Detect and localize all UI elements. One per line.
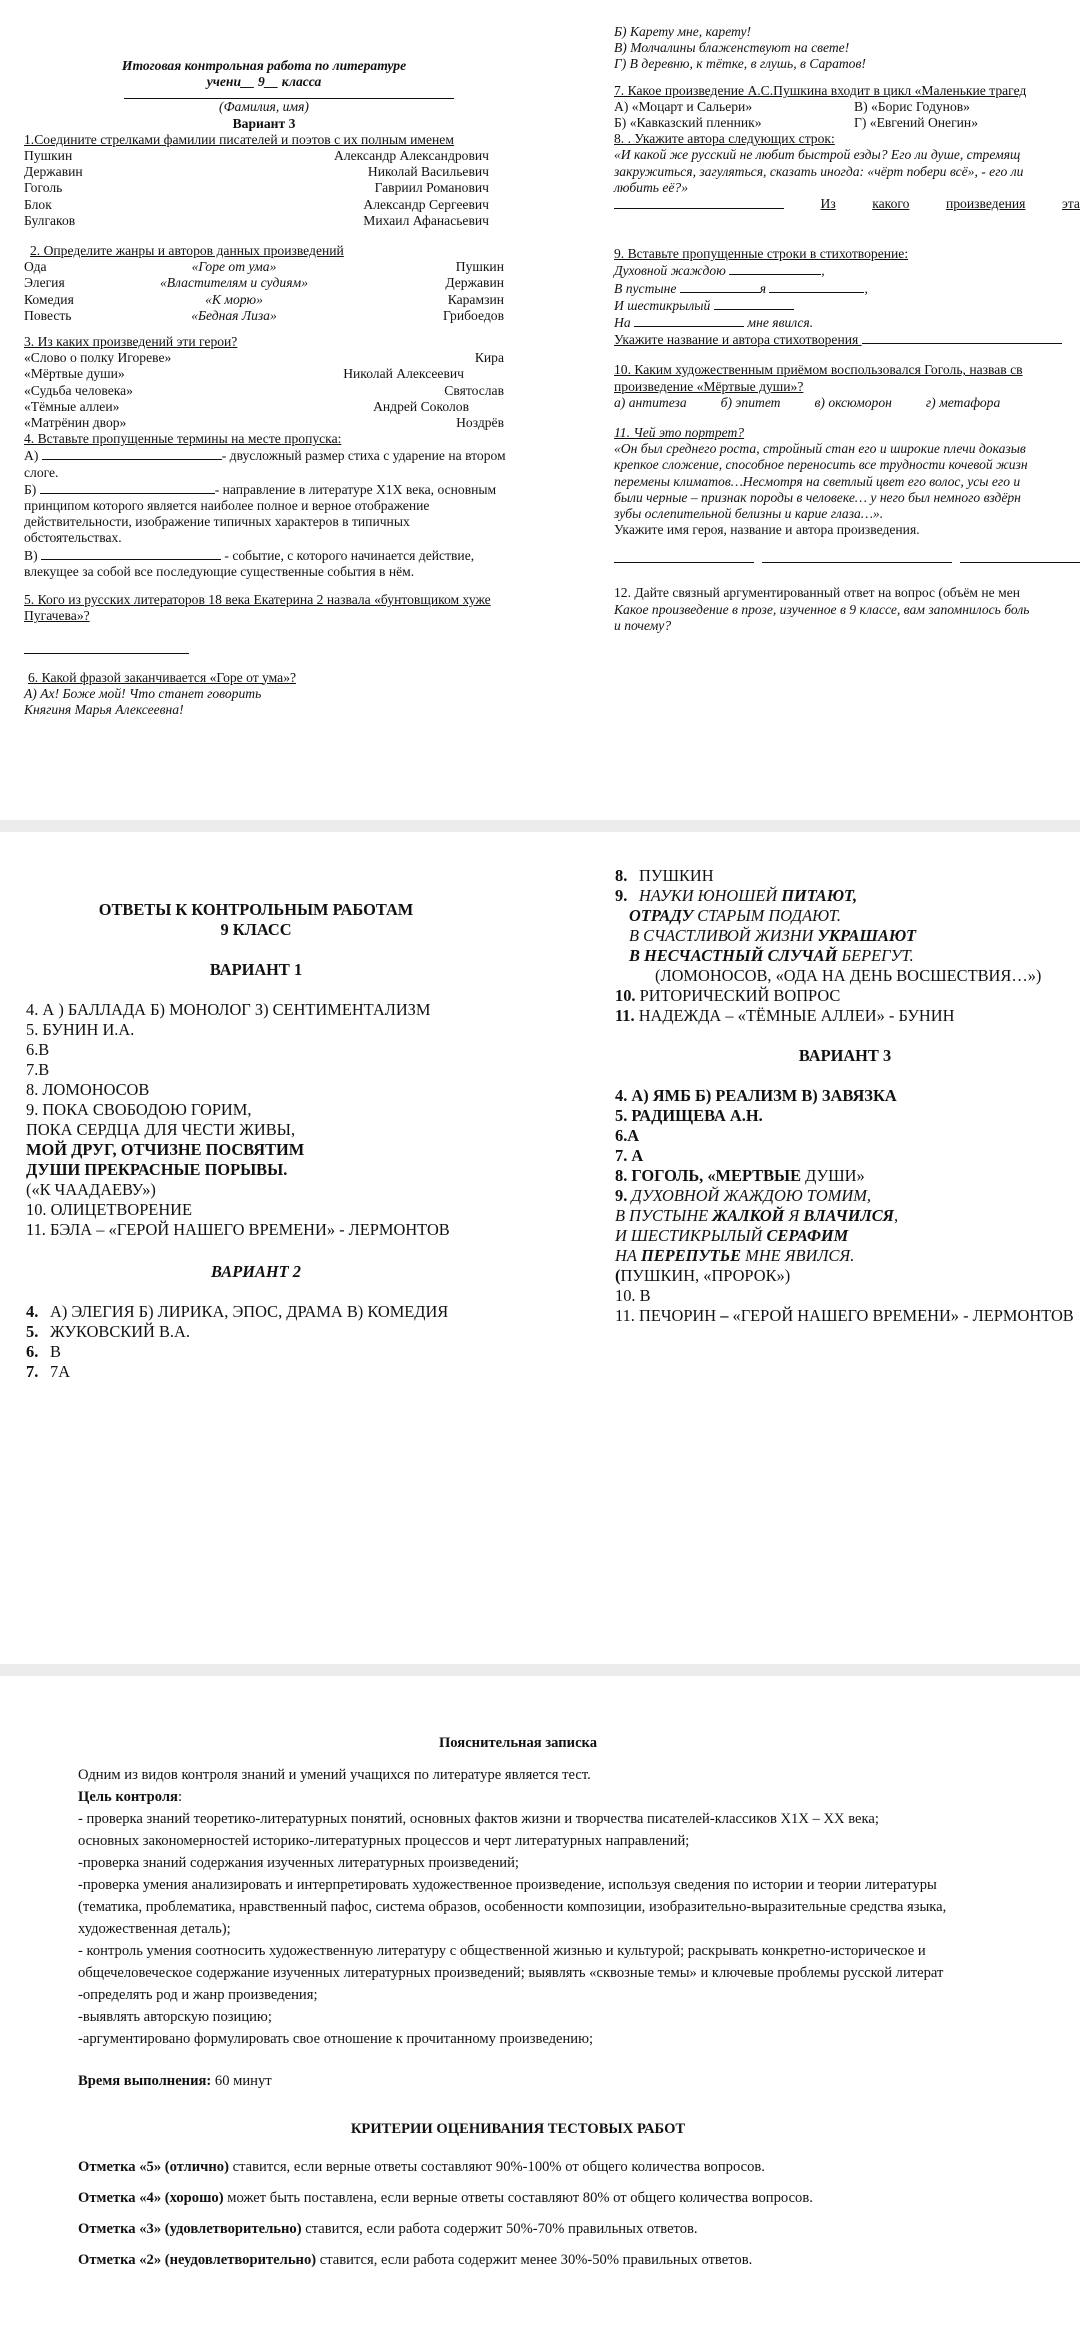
answers-right-column (615, 832, 1080, 1326)
poem-line-3: И шестикрылый (614, 297, 1080, 314)
question-4a: А) - двусложный размер стиха с ударение на втором (24, 448, 506, 464)
note-body (78, 1676, 1080, 2280)
criteria-row: Отметка «3» (удовлетворительно) ставится, если работа содержит 50%-70% правильных ответов. (78, 2221, 698, 2237)
note-page (0, 1676, 1080, 2340)
test-title: Итоговая контрольная работа по литературе (121, 58, 407, 73)
note-item: (тематика, проблематика, нравственный пафос, система образов, особенности композиции, изобразительно-выразительные средства языка, (78, 1899, 947, 1915)
answer-line: ПОКА СЕРДЦА ДЛЯ ЧЕСТИ ЖИВЫ, (26, 1120, 296, 1139)
question-8-quote: закружиться, загуляться, сказать иногда: «чёрт побери всё», - его ли (614, 163, 1024, 179)
page-gap (0, 820, 1080, 832)
match-row: Булгаков Михаил Афанасьевич (24, 212, 489, 228)
question-5: 5. Кого из русских литераторов 18 века Екатерина 2 назвала «бунтовщиком хуже (24, 592, 491, 608)
note-item: художественная деталь); (78, 1921, 231, 1937)
test-page (0, 0, 1080, 820)
variant-heading: Вариант 3 (232, 115, 296, 131)
variant-1-heading: ВАРИАНТ 1 (209, 960, 303, 979)
note-item: -аргументировано формулировать свое отношение к прочитанному произведению; (78, 2031, 594, 2047)
hero-row: «Матрёнин двор» Ноздрёв (24, 415, 504, 431)
answer-line: 11. НАДЕЖДА – «ТЁМНЫЕ АЛЛЕИ» - БУНИН (615, 1006, 955, 1025)
question-4: 4. Вставьте пропущенные термины на месте пропуска: (24, 431, 342, 447)
question-1: 1.Соедините стрелками фамилии писателей и поэтов с их полным именем (24, 131, 454, 147)
hero-row: «Тёмные аллеи» Андрей Соколов (24, 398, 469, 414)
question-12-text: Какое произведение в прозе, изученное в 9 классе, вам запомнилось боль (614, 601, 1030, 617)
variant-2-heading: ВАРИАНТ 2 (211, 1262, 301, 1281)
question-9: 9. Вставьте пропущенные строки в стихотворение: (614, 246, 909, 262)
question-7: 7. Какое произведение А.С.Пушкина входит в цикл «Маленькие трагед (614, 82, 1027, 98)
note-time: Время выполнения: 60 минут (78, 2073, 272, 2089)
question-3-rows (24, 350, 504, 431)
poem-line-1: Духовной жаждою , (614, 263, 825, 279)
answer-line: В СЧАСТЛИВОЙ ЖИЗНИ УКРАШАЮТ (629, 926, 916, 945)
question-4c-cont: влекущее за собой все последующие существенные события в нём. (24, 563, 415, 579)
hero-row: «Мёртвые души» Николай Алексеевич (24, 366, 464, 382)
genre-row: Повесть «Бедная Лиза» Грибоедов (24, 307, 504, 323)
answer-line: 4. А) ЯМБ Б) РЕАЛИЗМ В) ЗАВЯЗКА (615, 1086, 897, 1105)
answer-line: 8. ПУШКИН (615, 866, 714, 885)
answers-title: ОТВЕТЫ К КОНТРОЛЬНЫМ РАБОТАМ (98, 900, 414, 919)
question-6-option: Б) Карету мне, карету! (614, 24, 752, 39)
answer-line: (ЛОМОНОСОВ, «ОДА НА ДЕНЬ ВОСШЕСТВИЯ…») (655, 966, 1042, 985)
note-item: -выявлять авторскую позицию; (78, 2009, 272, 2025)
match-row: Блок Александр Сергеевич (24, 196, 489, 212)
answers-left-column (26, 832, 586, 1382)
page-gap (0, 1664, 1080, 1676)
question-10: 10. Каким художественным приёмом воспользовался Гоголь, назвав св (614, 362, 1023, 378)
answer-line: 6.В (26, 1040, 50, 1059)
question-11-quote: зубы ослепительной белизны и карие глаза…». (614, 506, 884, 522)
question-11: 11. Чей это портрет? (614, 425, 745, 441)
answer-line: 6.А (615, 1126, 640, 1145)
answer-line: ОТРАДУ СТАРЫМ ПОДАЮТ. (629, 906, 841, 925)
answer-line: (ПУШКИН, «ПРОРОК») (615, 1266, 791, 1285)
match-row: Державин Николай Васильевич (24, 164, 489, 180)
question-5-cont: Пугачева»? (24, 608, 90, 624)
answer-line: НА ПЕРЕПУТЬЕ МНЕ ЯВИЛСЯ. (615, 1246, 855, 1265)
criteria-row: Отметка «5» (отлично) ставится, если верные ответы составляют 90%-100% от общего количества вопросов. (78, 2159, 765, 2175)
question-11-quote: перемены климатов…Несмотря на светлый цвет его волос, усы его и (614, 473, 1021, 489)
question-2-rows (24, 259, 504, 324)
question-8-quote: любить её?» (614, 179, 689, 195)
note-item: - контроль умения соотносить художественную литературу с общественной жизнью и культурой; раскрывать конкретно-историческое и (78, 1943, 926, 1959)
question-4c: В) - событие, с которого начинается действие, (24, 547, 475, 563)
answer-line: 4. А) ЭЛЕГИЯ Б) ЛИРИКА, ЭПОС, ДРАМА В) КОМЕДИЯ (26, 1302, 449, 1321)
question-9-ask: Укажите название и автора стихотворения (614, 331, 1080, 348)
question-10-cont: произведение «Мёртвые души»? (614, 378, 804, 394)
answer-line: В ПУСТЫНЕ ЖАЛКОЙ Я ВЛАЧИЛСЯ, (615, 1206, 899, 1225)
answer-line: 9. ПОКА СВОБОДОЮ ГОРИМ, (26, 1100, 252, 1119)
answer-line: ДУШИ ПРЕКРАСНЫЕ ПОРЫВЫ. (26, 1160, 288, 1179)
question-7-options: А) «Моцарт и Сальери» В) «Борис Годунов» (614, 98, 970, 114)
genre-row: Ода «Горе от ума» Пушкин (24, 259, 504, 275)
question-11-quote: крепкое сложение, способное переносить все трудности кочевой жизн (614, 457, 1028, 473)
question-8-answer-line: Из какого произведения эта (614, 196, 1080, 212)
variant-3-heading: ВАРИАНТ 3 (798, 1046, 892, 1065)
answer-line: МОЙ ДРУГ, ОТЧИЗНЕ ПОСВЯТИМ (26, 1140, 305, 1159)
answer-line: 10. РИТОРИЧЕСКИЙ ВОПРОС (615, 986, 841, 1005)
hero-row: «Судьба человека» Святослав (24, 382, 504, 398)
question-6: 6. Какой фразой заканчивается «Горе от ума»? (28, 669, 297, 685)
question-8: 8. . Укажите автора следующих строк: (614, 131, 835, 147)
name-caption: (Фамилия, имя) (219, 99, 309, 115)
note-item: общечеловеческое содержание изученных литературных произведений; выявлять «сквозные темы» и ключевые проблемы русской литерат (78, 1965, 944, 1981)
answer-line: 7. 7А (26, 1362, 71, 1381)
answer-line: 5. БУНИН И.А. (26, 1020, 135, 1039)
genre-row: Комедия «К морю» Карамзин (24, 291, 504, 307)
note-item: основных закономерностей историко-литературных процессов и черт литературных направлений; (78, 1833, 690, 1849)
test-class-line: учени__ 9__ класса (206, 74, 322, 90)
note-intro: Одним из видов контроля знаний и умений учащихся по литературе является тест. (78, 1767, 591, 1783)
question-4b-cont: принципом которого является наиболее полное и верное отображение (24, 498, 430, 514)
question-6-option: В) Молчалины блаженствуют на свете! (614, 40, 850, 56)
answer-line: 9. ДУХОВНОЙ ЖАЖДОЮ ТОМИМ, (615, 1186, 872, 1205)
criteria-title: КРИТЕРИИ ОЦЕНИВАНИЯ ТЕСТОВЫХ РАБОТ (350, 2121, 686, 2137)
test-left-column (24, 24, 564, 718)
hero-row: «Слово о полку Игореве» Кира (24, 350, 504, 366)
answer-line: В НЕСЧАСТНЫЙ СЛУЧАЙ БЕРЕГУТ. (629, 946, 914, 965)
question-6-option: А) Ах! Боже мой! Что станет говорить (24, 685, 262, 701)
answer-line: 11. ПЕЧОРИН – «ГЕРОЙ НАШЕГО ВРЕМЕНИ» - ЛЕРМОНТОВ (615, 1306, 1074, 1325)
question-3: 3. Из каких произведений эти герои? (24, 334, 238, 350)
genre-row: Элегия «Властителям и судиям» Державин (24, 275, 504, 291)
poem-line-2: В пустыне я , (614, 280, 868, 296)
note-item: -определять род и жанр произведения; (78, 1987, 318, 2003)
question-4b-cont: обстоятельствах. (24, 530, 122, 546)
question-12: 12. Дайте связный аргументированный ответ на вопрос (объём не мен (614, 585, 1021, 601)
question-12-text: и почему? (614, 617, 672, 633)
question-6-option: Княгиня Марья Алексеевна! (24, 701, 184, 717)
question-7-options: Б) «Кавказский пленник» Г) «Евгений Онегин» (614, 115, 979, 131)
answer-line: 10. ОЛИЦЕТВОРЕНИЕ (26, 1200, 193, 1219)
question-2: 2. Определите жанры и авторов данных произведений (30, 243, 344, 259)
note-item: - проверка знаний теоретико-литературных понятий, основных фактов жизни и творчества писателей-классиков Х1Х – ХХ века; (78, 1811, 879, 1827)
question-6-option: Г) В деревню, к тётке, в глушь, в Саратов! (614, 56, 866, 72)
answer-line: («К ЧААДАЕВУ») (26, 1180, 156, 1199)
note-item: -проверка умения анализировать и интерпретировать художественное произведение, используя сведения по истории и теории литературы (78, 1877, 937, 1893)
poem-line-4: На мне явился. (614, 315, 814, 331)
answer-line: 11. БЭЛА – «ГЕРОЙ НАШЕГО ВРЕМЕНИ» - ЛЕРМОНТОВ (26, 1220, 450, 1239)
note-goal: Цель контроля: (78, 1789, 183, 1805)
answer-line: 6. В (26, 1342, 61, 1361)
question-11-answer-lines (614, 550, 1080, 563)
criteria-row: Отметка «2» (неудовлетворительно) ставится, если работа содержит менее 30%-50% правильных ответов. (78, 2252, 753, 2268)
answer-line: И ШЕСТИКРЫЛЫЙ СЕРАФИМ (615, 1226, 849, 1245)
answer-line: 5. РАДИЩЕВА А.Н. (615, 1106, 763, 1125)
answer-line: 4. А ) БАЛЛАДА Б) МОНОЛОГ З) СЕНТИМЕНТАЛИЗМ (26, 1000, 431, 1019)
criteria-row: Отметка «4» (хорошо) может быть поставлена, если верные ответы составляют 80% от общего количества вопросов. (78, 2190, 813, 2206)
note-title: Пояснительная записка (438, 1735, 598, 1751)
answer-line: 8. ЛОМОНОСОВ (26, 1080, 150, 1099)
answer-line: 7.В (26, 1060, 50, 1079)
answer-line: 5. ЖУКОВСКИЙ В.А. (26, 1322, 190, 1341)
test-right-column (614, 24, 1080, 634)
note-item: -проверка знаний содержания изученных литературных произведений; (78, 1855, 519, 1871)
question-11-ask: Укажите имя героя, название и автора произведения. (614, 522, 920, 538)
answers-class: 9 КЛАСС (220, 920, 292, 939)
answer-line: 8. ГОГОЛЬ, «МЕРТВЫЕ ДУШИ» (615, 1166, 865, 1185)
answer-line: 7. А (615, 1146, 644, 1165)
question-4b-cont: действительности, изображение типичных характеров в типичных (24, 514, 410, 530)
match-row: Гоголь Гавриил Романович (24, 180, 489, 196)
question-11-quote: «Он был среднего роста, стройный стан его и широкие плечи доказыв (614, 441, 1026, 457)
answer-line: 10. В (615, 1286, 651, 1305)
question-1-rows (24, 148, 489, 229)
match-row: Пушкин Александр Александрович (24, 148, 489, 164)
answers-page (0, 832, 1080, 1664)
answer-line: 9. НАУКИ ЮНОШЕЙ ПИТАЮТ, (615, 886, 858, 905)
question-8-quote: «И какой же русский не любит быстрой езды? Его ли душе, стремящ (614, 147, 1021, 163)
question-10-options: а) антитеза б) эпитет в) оксюморон г) метафора (614, 394, 1001, 410)
question-4b: Б) - направление в литературе Х1Х века, основным (24, 481, 497, 497)
question-4a-cont: слоге. (24, 464, 59, 480)
question-11-quote: были черные – признак породы в человеке… у него был немного вздёрн (614, 489, 1021, 505)
